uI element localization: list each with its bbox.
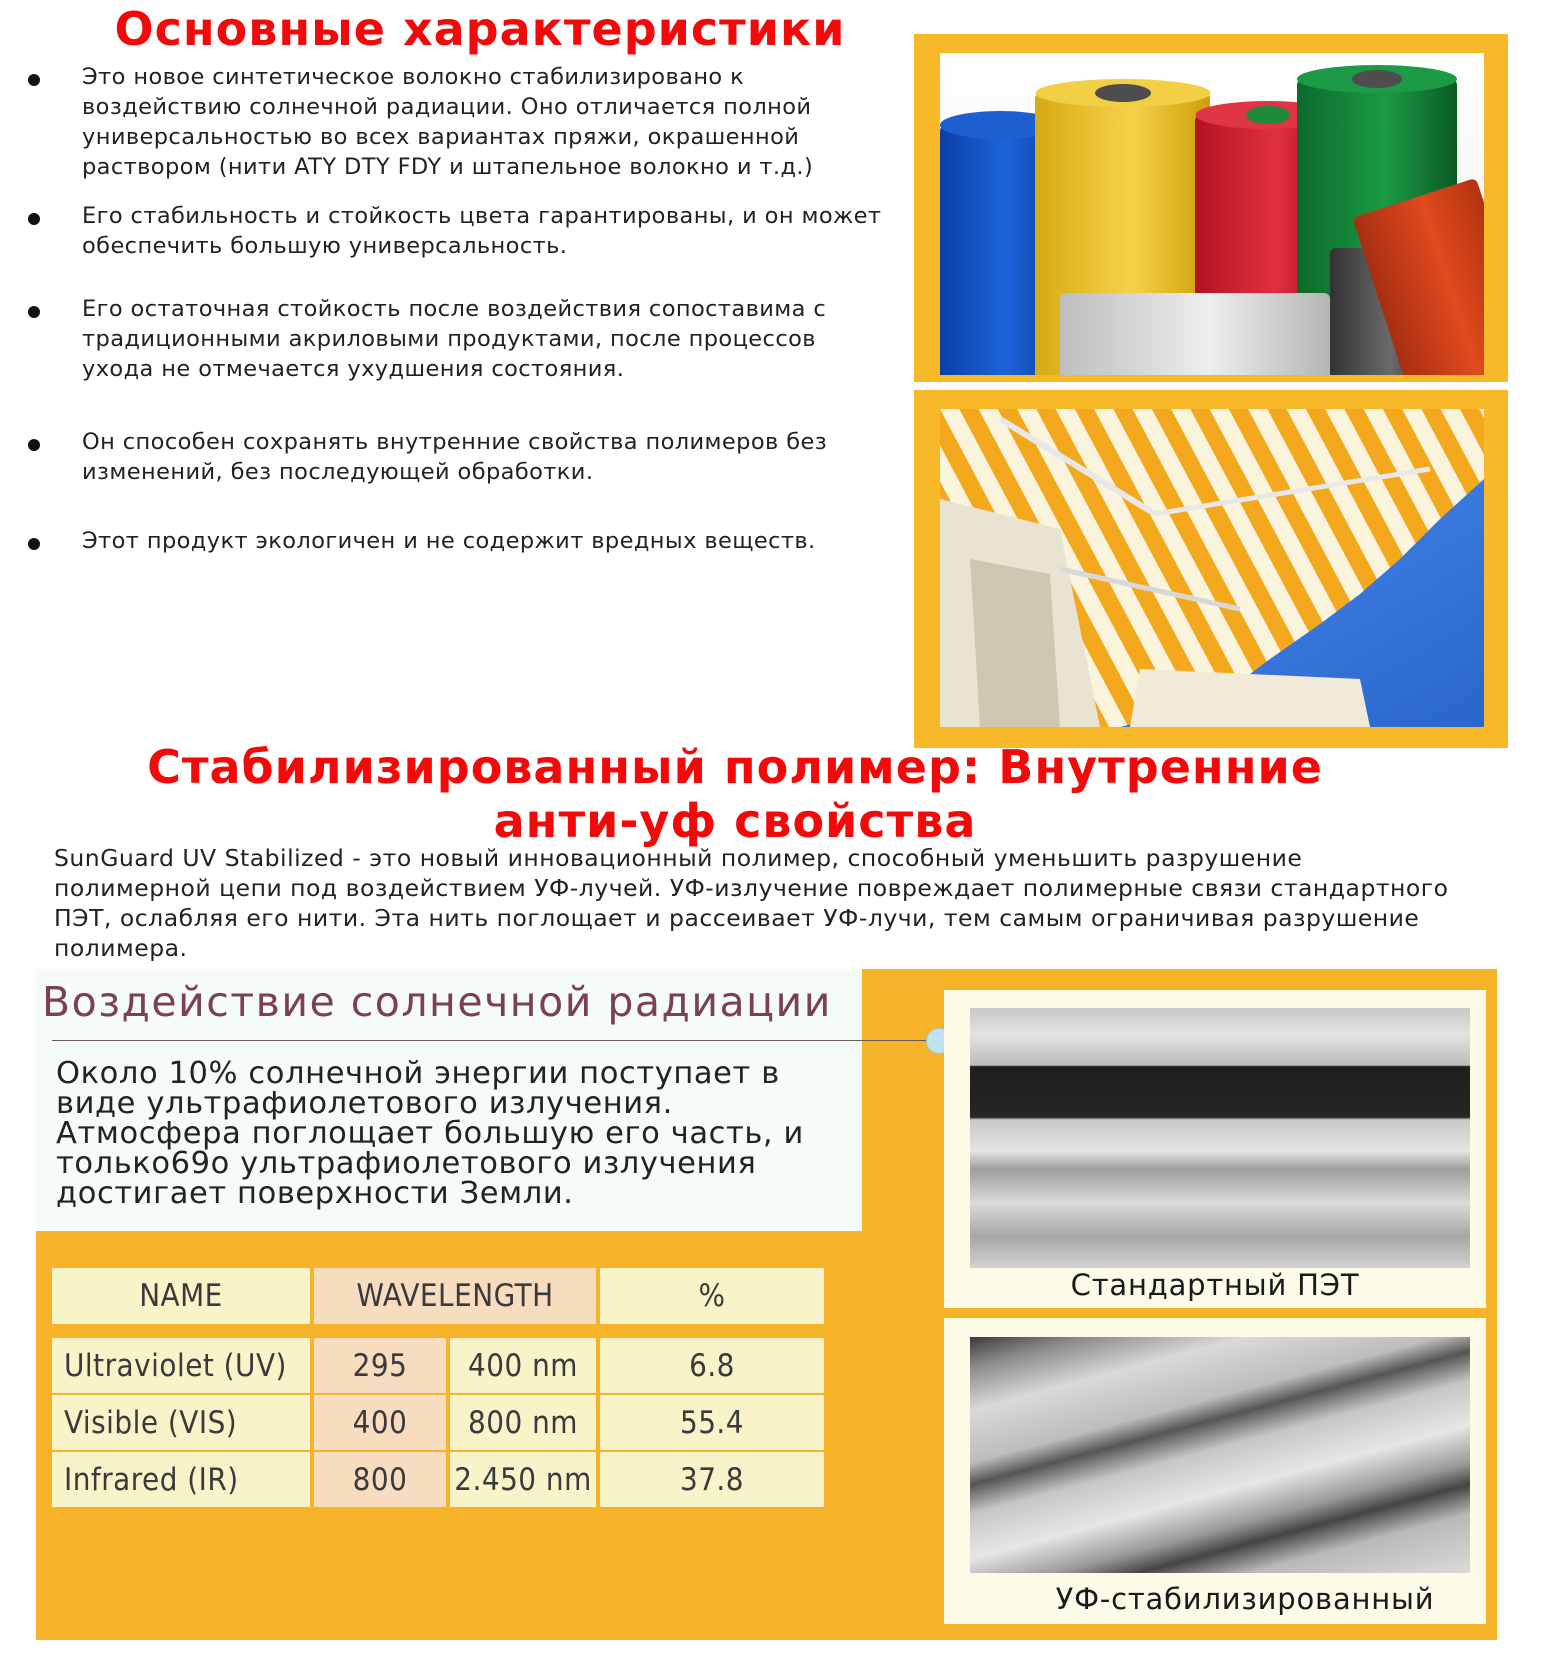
table-header-wavelength: WAVELENGTH	[314, 1268, 596, 1324]
solar-title: Воздействие солнечной радиации	[42, 978, 832, 1026]
polymer-title-line2: анти-уф свойства	[493, 794, 977, 848]
solar-description: Около 10% солнечной энергии поступает в виде ультрафиолетового излучения. Атмосфера поглощает большую его часть, и только69о ультрафиолетового излучения достигает поверхности Земли.	[56, 1056, 804, 1211]
table-cell-from: 800	[314, 1452, 446, 1507]
bullet-icon	[28, 538, 40, 550]
table-cell-to: 2.450 nm	[450, 1452, 596, 1507]
yarn-spools-image	[940, 53, 1484, 375]
divider-line	[52, 1040, 936, 1041]
bullet-icon	[28, 74, 40, 86]
table-header-name: NAME	[52, 1268, 310, 1324]
table-cell-from: 295	[314, 1338, 446, 1393]
list-item-text: Он способен сохранять внутренние свойства полимеров без изменений, без последующей обработки.	[82, 429, 828, 485]
awning-illustration	[940, 409, 1484, 727]
polymer-intro: SunGuard UV Stabilized - это новый инновационный полимер, способный уменьшить разрушение полимерной цепи под воздействием УФ-лучей. УФ-излучение повреждает полимерные связи стандартного ПЭТ, ослабляя его нити. Эта нить поглощает и рассеивает УФ-лучи, тем самым ограничивая разрушение полимера.	[54, 844, 1449, 962]
awning-image	[940, 409, 1484, 727]
uv-stabilized-label: УФ-стабилизированный	[1055, 1582, 1435, 1616]
polymer-title	[0, 740, 1470, 848]
standard-pet-micrograph	[970, 1008, 1470, 1268]
table-cell-percent: 37.8	[600, 1452, 824, 1507]
table-cell-name: Ultraviolet (UV)	[52, 1338, 310, 1393]
bullet-icon	[28, 306, 40, 318]
polymer-title-line1: Стабилизированный полимер: Внутренние	[147, 740, 1323, 794]
list-item-text: Его стабильность и стойкость цвета гарантированы, и он может обеспечить большую универсальность.	[82, 203, 882, 259]
table-header-percent: %	[600, 1268, 824, 1324]
table-cell-name: Visible (VIS)	[52, 1395, 310, 1450]
table-cell-name: Infrared (IR)	[52, 1452, 310, 1507]
list-item-text: Это новое синтетическое волокно стабилизировано к воздействию солнечной радиации. Оно отличается полной универсальностью во всех вариантах пряжи, окрашенной раствором (нити ATY DTY FDY и штапельное волокно и т.д.)	[82, 64, 814, 180]
table-cell-percent: 55.4	[600, 1395, 824, 1450]
table-cell-from: 400	[314, 1395, 446, 1450]
list-item-text: Этот продукт экологичен и не содержит вредных веществ.	[82, 528, 816, 554]
features-title: Основные характеристики	[114, 2, 846, 56]
uv-stabilized-micrograph	[970, 1337, 1470, 1573]
table-cell-to: 800 nm	[450, 1395, 596, 1450]
table-cell-percent: 6.8	[600, 1338, 824, 1393]
list-item-text: Его остаточная стойкость после воздействия сопоставима с традиционными акриловыми продуктами, после процессов ухода не отмечается ухудшения состояния.	[82, 296, 827, 382]
bullet-icon	[28, 439, 40, 451]
bullet-icon	[28, 213, 40, 225]
table-cell-to: 400 nm	[450, 1338, 596, 1393]
standard-pet-label: Стандартный ПЭТ	[1070, 1268, 1360, 1302]
